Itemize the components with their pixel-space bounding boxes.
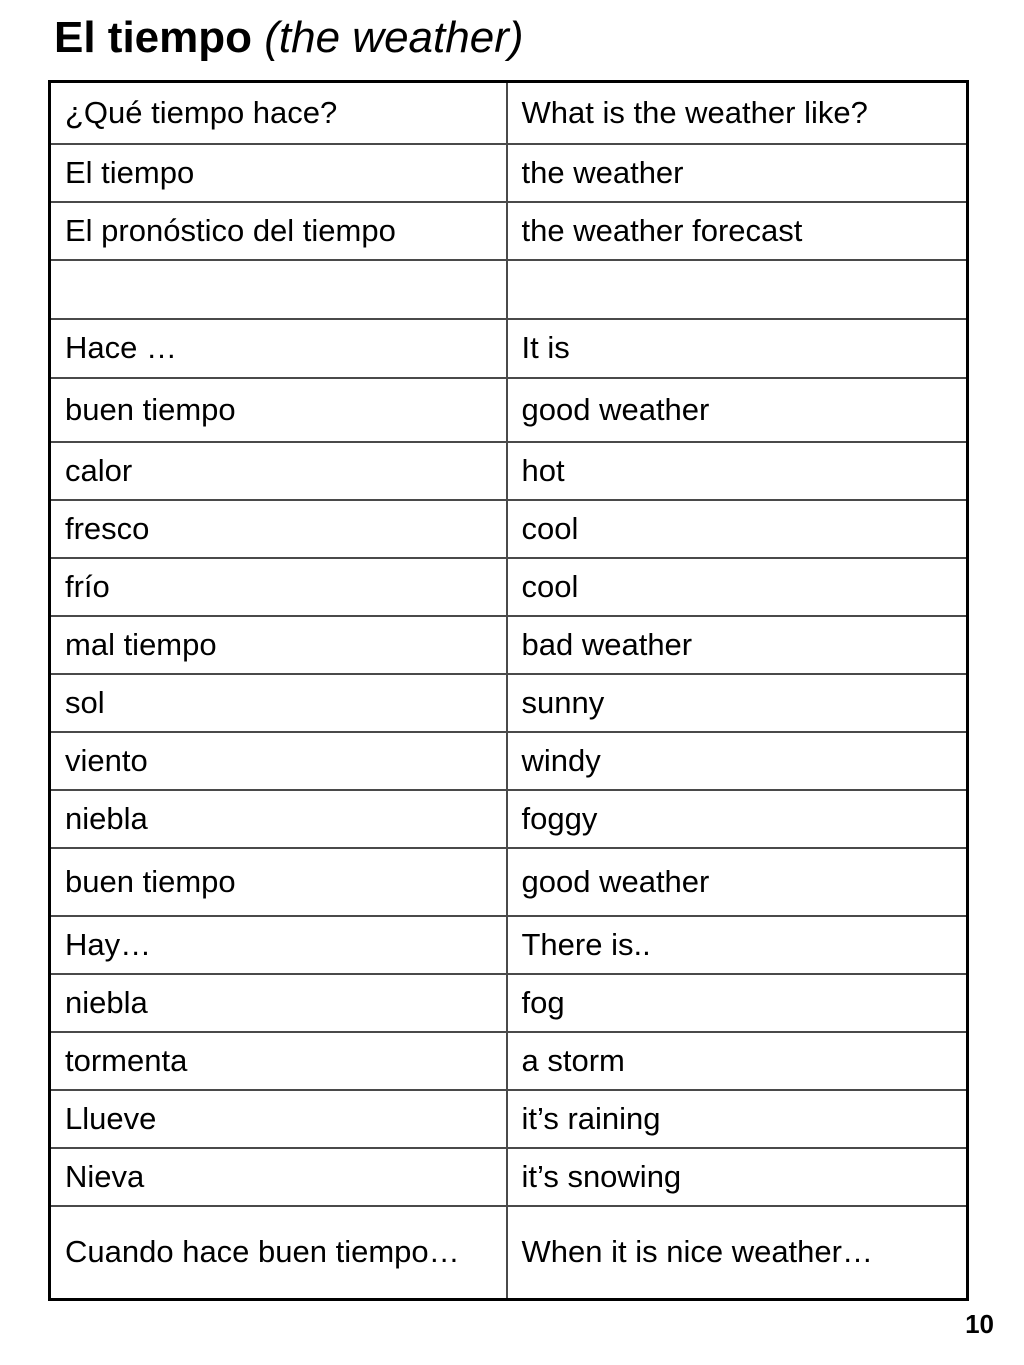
- spanish-cell: [50, 260, 507, 319]
- title-subtitle: (the weather): [264, 13, 524, 62]
- table-row: [50, 674, 968, 732]
- english-cell: the weather: [507, 144, 968, 202]
- spanish-cell: El pronóstico del tiempo: [50, 202, 507, 260]
- table-row: [50, 1090, 968, 1148]
- english-cell: windy: [507, 732, 968, 790]
- english-cell: foggy: [507, 790, 968, 848]
- spanish-cell: buen tiempo: [50, 848, 507, 916]
- spanish-cell: mal tiempo: [50, 616, 507, 674]
- english-cell: [507, 260, 968, 319]
- page-number: 10: [965, 1309, 994, 1339]
- spanish-cell: niebla: [50, 790, 507, 848]
- english-cell: cool: [507, 500, 968, 558]
- english-cell: There is..: [507, 916, 968, 974]
- table-row: [50, 616, 968, 674]
- table-row: [50, 202, 968, 260]
- page-title: [54, 12, 524, 64]
- table-row: [50, 732, 968, 790]
- spanish-cell: tormenta: [50, 1032, 507, 1090]
- table-row: [50, 1032, 968, 1090]
- table-row: [50, 144, 968, 202]
- spanish-cell: Hay…: [50, 916, 507, 974]
- english-cell: It is: [507, 319, 968, 378]
- table-row: [50, 442, 968, 500]
- table-row: [50, 260, 968, 319]
- spanish-cell: Hace …: [50, 319, 507, 378]
- english-cell: bad weather: [507, 616, 968, 674]
- table-row: [50, 1148, 968, 1206]
- table-row: [50, 974, 968, 1032]
- english-cell: cool: [507, 558, 968, 616]
- spanish-cell: fresco: [50, 500, 507, 558]
- table-row: [50, 319, 968, 378]
- table-row: [50, 790, 968, 848]
- spanish-cell: sol: [50, 674, 507, 732]
- table-row: [50, 558, 968, 616]
- english-cell: good weather: [507, 848, 968, 916]
- english-cell: When it is nice weather…: [507, 1206, 968, 1300]
- table-row: [50, 500, 968, 558]
- table-row: [50, 916, 968, 974]
- spanish-cell: viento: [50, 732, 507, 790]
- spanish-cell: Cuando hace buen tiempo…: [50, 1206, 507, 1300]
- table-row: [50, 378, 968, 442]
- spanish-cell: El tiempo: [50, 144, 507, 202]
- table-row: [50, 848, 968, 916]
- vocabulary-table: [48, 80, 969, 1301]
- english-cell: the weather forecast: [507, 202, 968, 260]
- spanish-cell: Nieva: [50, 1148, 507, 1206]
- spanish-cell: buen tiempo: [50, 378, 507, 442]
- table-row: [50, 1206, 968, 1300]
- english-cell: good weather: [507, 378, 968, 442]
- spanish-cell: Llueve: [50, 1090, 507, 1148]
- title-main: El tiempo: [54, 13, 253, 62]
- english-cell: it’s snowing: [507, 1148, 968, 1206]
- spanish-cell: niebla: [50, 974, 507, 1032]
- english-cell: What is the weather like?: [507, 82, 968, 144]
- spanish-cell: calor: [50, 442, 507, 500]
- spanish-cell: ¿Qué tiempo hace?: [50, 82, 507, 144]
- english-cell: hot: [507, 442, 968, 500]
- english-cell: sunny: [507, 674, 968, 732]
- english-cell: a storm: [507, 1032, 968, 1090]
- english-cell: fog: [507, 974, 968, 1032]
- spanish-cell: frío: [50, 558, 507, 616]
- english-cell: it’s raining: [507, 1090, 968, 1148]
- table-row: [50, 82, 968, 144]
